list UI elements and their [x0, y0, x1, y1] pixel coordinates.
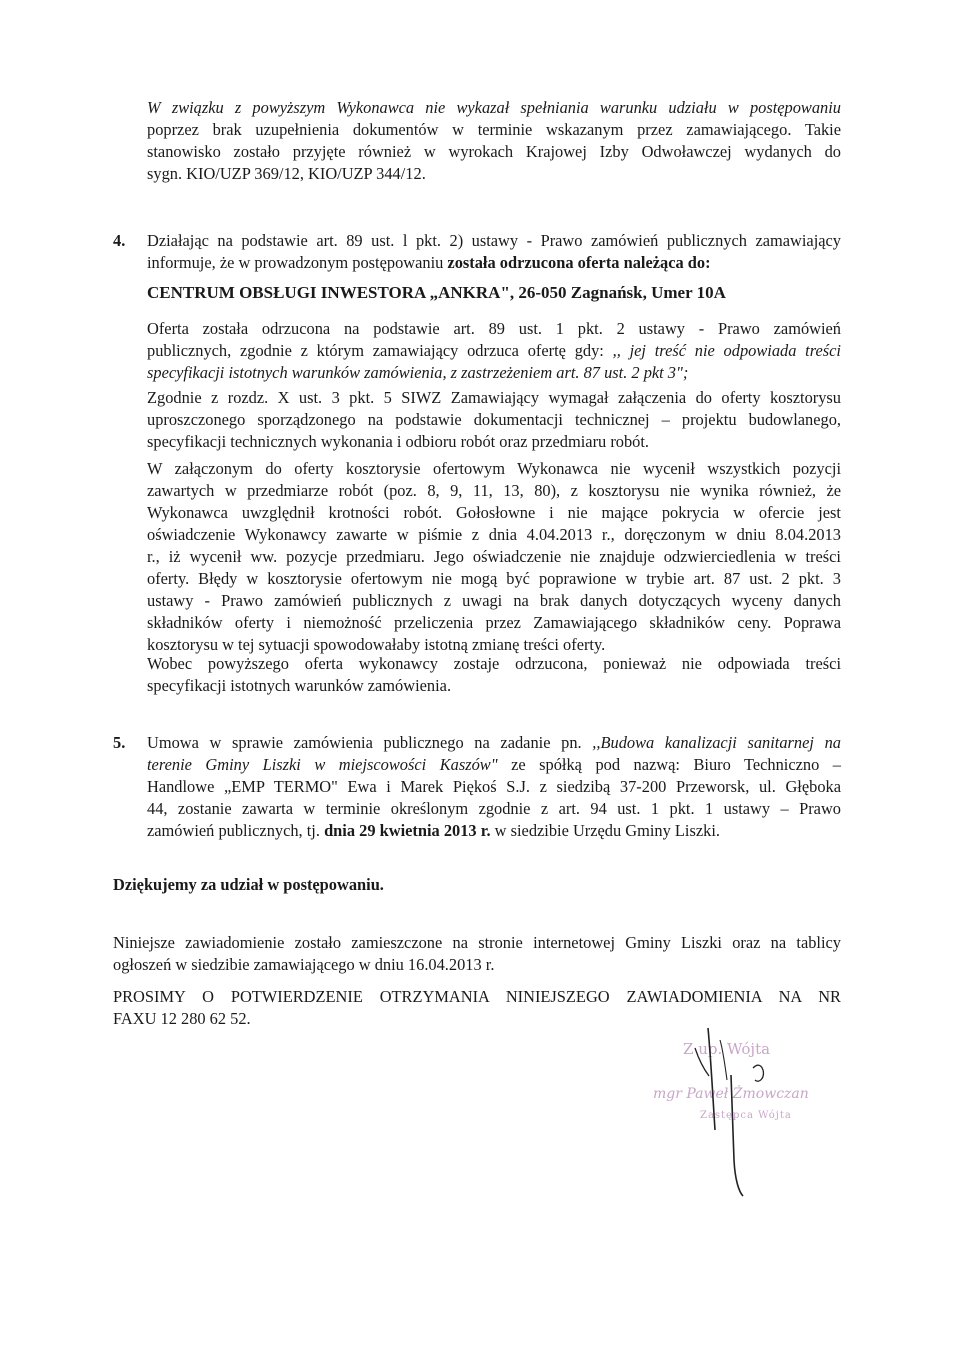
- reason-line: Oferta została odrzucona na podstawie art. 89 ust. 1 pkt. 2 ustawy - Prawo zamówień: [147, 319, 841, 338]
- item-5-paragraph: [147, 732, 841, 842]
- item-4-intro: [147, 230, 841, 274]
- siwz-line: specyfikacji technicznych wykonania i odbioru robót oraz przedmiaru robót.: [147, 432, 650, 451]
- siwz-paragraph: [147, 387, 841, 453]
- notice-line: Niniejsze zawiadomienie zostało zamieszczone na stronie internetowej Gminy Liszki oraz na tablicy: [113, 933, 841, 952]
- siwz-line: uproszczonego sporządzonego na podstawie dokumentacji technicznej – projektu budowlanego,: [147, 410, 841, 429]
- kosztorys-line: r., iż wycenił ww. pozycje przedmiaru. Jego oświadczenie nie znajduje odzwierciedlenia w treści: [147, 547, 841, 566]
- kosztorys-paragraph: [147, 458, 841, 656]
- reason-line: publicznych, zgodnie z którym zamawiający odrzuca ofertę gdy: ,, jej treść nie odpowiada treści: [147, 341, 841, 360]
- item-5-line: terenie Gminy Liszki w miejscowości Kaszów" ze spółką pod nazwą: Biuro Techniczno –: [147, 755, 842, 774]
- notice-line: ogłoszeń w siedzibie zamawiającego w dniu 16.04.2013 r.: [113, 955, 495, 974]
- wobec-line: specyfikacji istotnych warunków zamówienia.: [147, 676, 452, 695]
- thanks-heading: Dziękujemy za udział w postępowaniu.: [113, 875, 384, 894]
- item-5-line: zamówień publicznych, tj. dnia 29 kwietnia 2013 r. w siedzibie Urzędu Gminy Liszki.: [147, 821, 720, 840]
- item-5-line: 44, zostanie zawarta w terminie określonym zgodnie z art. 94 ust. 1 pkt. 1 ustawy – Prawo: [147, 799, 841, 818]
- kosztorys-line: zawartych w przedmiarze robót (poz. 8, 9, 11, 13, 80), z kosztorysu nie wynika również, że: [147, 481, 841, 500]
- kosztorys-line: składników oferty i niemożność przeliczenia przez Zamawiającego składników ceny. Poprawa: [147, 613, 841, 632]
- handwritten-signature: [675, 1020, 795, 1200]
- intro-line: W związku z powyższym Wykonawca nie wykazał spełniania warunku udziału w postępowaniu: [147, 98, 841, 117]
- item-4-line: Działając na podstawie art. 89 ust. l pkt. 2) ustawy - Prawo zamówień publicznych zamawiający: [147, 231, 841, 250]
- stamp-line-3: Zastępca Wójta: [700, 1110, 792, 1121]
- item-5-line: Umowa w sprawie zamówienia publicznego na zadanie pn. ,,Budowa kanalizacji sanitarnej na: [147, 733, 841, 752]
- kosztorys-line: oferty. Błędy w kosztorysie ofertowym nie mogą być poprawione w trybie art. 87 ust. 2 pkt. 3: [147, 569, 841, 588]
- rejected-company: CENTRUM OBSŁUGI INWESTORA „ANKRA", 26-050 Zagnańsk, Umer 10A: [147, 283, 726, 302]
- intro-line: stanowisko zostało przyjęte również w wyrokach Krajowej Izby Odwoławczej wydanych do: [147, 142, 841, 161]
- publication-notice: [113, 932, 841, 976]
- wobec-line: Wobec powyższego oferta wykonawcy zostaje odrzucona, ponieważ nie odpowiada treści: [147, 654, 841, 673]
- kosztorys-line: ustawy - Prawo zamówień publicznych z uwagi na brak danych dotyczących wyceny danych: [147, 591, 841, 610]
- confirm-line: FAXU 12 280 62 52.: [113, 1009, 251, 1028]
- kosztorys-line: kosztorysu w tej sytuacji spowodowałaby istotną zmianę treści oferty.: [147, 635, 606, 654]
- stamp-line-2: mgr Paweł Żmowczan: [653, 1086, 809, 1102]
- kosztorys-line: W załączonym do oferty kosztorysie ofertowym Wykonawca nie wycenił wszystkich pozycji: [147, 459, 841, 478]
- rejection-reason: [147, 318, 841, 384]
- stamp-line-1: Z up. Wójta: [683, 1040, 771, 1058]
- item-5-number: 5.: [113, 733, 126, 752]
- reason-line: specyfikacji istotnych warunków zamówienia, z zastrzeżeniem art. 87 ust. 2 pkt 3";: [147, 363, 689, 382]
- kosztorys-line: Wykonawca uwzględnił krotności robót. Gołosłowne i nie mające pokrycia w ofercie jest: [147, 503, 841, 522]
- item-4-number: 4.: [113, 231, 126, 250]
- siwz-line: Zgodnie z rozdz. X ust. 3 pkt. 5 SIWZ Zamawiający wymagał załączenia do oferty kosztorysu: [147, 388, 841, 407]
- intro-line: poprzez brak uzupełnienia dokumentów w terminie wskazanym przez zamawiającego. Takie: [147, 120, 841, 139]
- wobec-paragraph: [147, 653, 841, 697]
- item-4-line: informuje, że w prowadzonym postępowaniu została odrzucona oferta należąca do:: [147, 253, 711, 272]
- item-5-line: Handlowe „EMP TERMO" Ewa i Marek Piękoś S.J. z siedzibą 37-200 Przeworsk, ul. Głęboka: [147, 777, 841, 796]
- confirm-line: PROSIMY O POTWIERDZENIE OTRZYMANIA NINIEJSZEGO ZAWIADOMIENIA NA NR: [113, 987, 841, 1006]
- intro-paragraph: [147, 97, 841, 185]
- intro-line: sygn. KIO/UZP 369/12, KIO/UZP 344/12.: [147, 164, 426, 183]
- kosztorys-line: oświadczenie Wykonawcy zawarte w piśmie z dnia 4.04.2013 r., doręczonym w dniu 8.04.2013: [147, 525, 841, 544]
